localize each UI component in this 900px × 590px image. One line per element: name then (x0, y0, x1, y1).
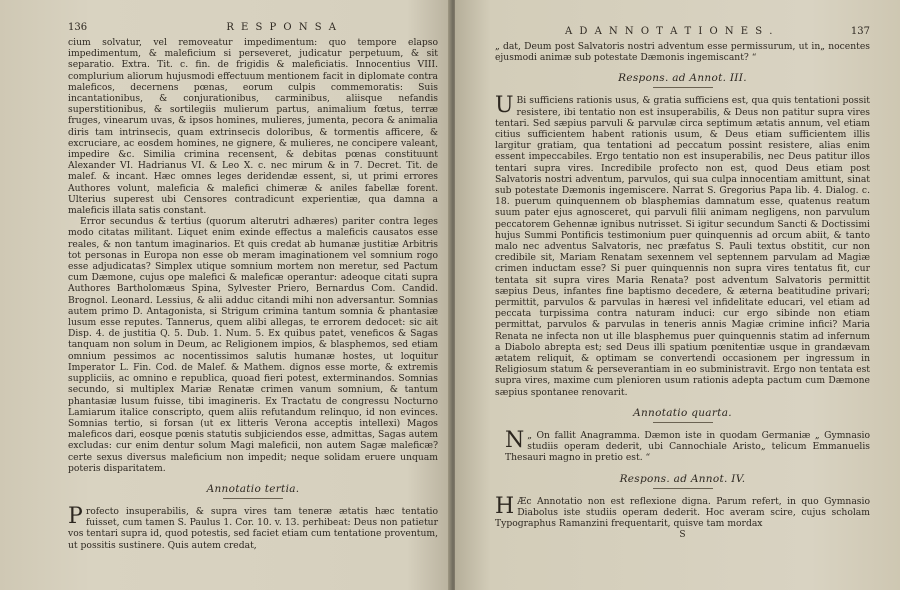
left-paragraph-2: Error secundus & tertius (quorum alterutri adhæres) pariter contra leges modo citatas militant. Liquet enim exinde effectus a maleficis causatos esse reales, & non tantum imaginarios. Et quis credat ab humanæ justitiæ Arbitris tot personas in Europa non esse ob meram imaginationem vel somnium rogo esse adjudicatas? Simplex utique somnium mortem non meretur, sed Pactum cum Dæmone, cujus ope malefici & maleficæ operantur: adeoque citati supra Authores Bartholomæus Spina, Sylvester Priero, Bernardus Com. Candid. Brognol. Leonard. Lessius, & alii adduc citandi mihi non adversantur. Somnias autem primo D. Antagonista, si Strigum crimina tantum somnia & phantasiæ lusum esse reputes. Tannerus, quem alibi allegas, te errorem dedocet: sic ait Disp. 4. de justitia Q. 5. Dub. 1. Num. 5. Ex quibus patet, veneficos & Sagas tanquam non solum in Deum, ac Religionem impios, & blasphemos, sed etiam omnium pessimos ac nocentissimos salutis humanæ hostes, ut loquitur Imperator L. Fin. Cod. de Malef. & Mathem. dignos esse morte, & extremis suppliciis, ac omnino e republica, quoad fieri potest, exterminandos. Somnias secundo, si multiplex Mariæ Renatæ crimen vanum somnium, & tantum phantasiæ lusum fuisse, tibi imagineris. Ex Tractatu de congressu Nocturno Lamiarum italice conscripto, quem aliis refutandum relinquo, id non evinces. Somnias tertio, si forsan (ut ex litteris Verona acceptis intellexi) Magos maleficos dari, eosque pœnis statutis subjiciendos esse, admittas, Sagas autem excludas: cur enim dentur solum Magi maleficii, non autem Sagæ maleficæ? certe sexus diversus maleficium non impedit; neque solidam eruere unquam poteris disparitatem. (68, 216, 438, 474)
left-section-rule (223, 498, 283, 499)
left-section-title: Annotatio tertia. (206, 482, 300, 495)
right-section-rule-2 (653, 422, 713, 423)
right-section-heading-2 (495, 407, 870, 423)
left-page-number: 136 (68, 22, 88, 33)
left-running-head (68, 22, 438, 33)
right-section-title-2: Annotatio quarta. (633, 406, 732, 419)
right-running-title: A D A N N O T A T I O N E S . (565, 26, 775, 37)
right-running-head (495, 26, 870, 37)
right-section-title-3: Respons. ad Annot. IV. (619, 472, 746, 485)
right-paragraph-2-text: „ On fallit Anagramma. Dæmon iste in quodam Germaniæ „ Gymnasio studiis operam dederit, ubi Cannochiale Aristo„ telicum Emmanuelis Thesauri magno in pretio est. “ (505, 429, 870, 464)
left-paragraph-1: cium solvatur, vel removeatur impedimentum: quo tempore elapso impedimentum, & maleficium si perseveret, judicatur perpetuum, & sit separatio. Extra. Tit. c. fin. de frigidis & maleficiatis. Innocentius VIII. complurium aliorum hujusmodi effectuum mentionem facit in diplomate contra maleficos, decernens pœnas, eorum culpis commemoratis: Suis incantationibus, & conjurationibus, carminibus, aliisque nefandis superstitionibus, & sortilegiis mulierum partus, animalium fœtus, terræ fruges, vinearum uvas, & ipsos homines, mulieres, jumenta, pecora & animalia diris tam intrinsecis, quam extrinsecis doloribus, & tormentis afficere, & excruciare, ac eosdem homines, ne gignere, & mulieres, ne concipere valeant, impedire &c. Similia crimina recensent, & debitas pœnas constituunt Alexander VI. Hadrianus VI. & Leo X. c. nec mirum & in 7. Decret. Tit. de malef. & incant. Hæc omnes leges deridendæ essent, si, ut primi errores Authores volunt, maleficia & malefici chimeræ & aniles fabellæ forent. Ulterius superest ubi Censores contradicunt experientiæ, qua damna a maleficis illata satis constant. (68, 37, 438, 217)
right-page-number: 137 (850, 26, 870, 37)
right-dropcap-3: H (495, 493, 515, 519)
right-paragraph-3 (495, 493, 870, 530)
right-section-rule-3 (653, 488, 713, 489)
right-section-heading-1 (495, 72, 870, 88)
right-opening-quote: „ dat, Deum post Salvatoris nostri adventum esse permissurum, ut in„ nocentes ejusmodi animæ sub potestate Dæmonis ingemiscant? “ (495, 41, 870, 64)
right-page (455, 0, 900, 590)
left-section-heading (68, 483, 438, 499)
left-running-title: R E S P O N S A (226, 22, 338, 33)
right-dropcap-1: U (495, 93, 514, 119)
right-section-heading-3 (495, 473, 870, 489)
right-paragraph-1 (495, 95, 870, 397)
right-dropcap-2: N (505, 427, 525, 453)
left-paragraph-3 (68, 503, 438, 551)
left-dropcap: P (68, 503, 83, 529)
right-paragraph-2 (495, 427, 870, 464)
signature-mark: S (679, 530, 686, 541)
left-paragraph-3-text: rofecto insuperabilis, & supra vires tam teneræ ætatis hæc tentatio fuisset, cum tamen S. Paulus 1. Cor. 10. v. 13. perhibeat: Deus non patietur vos tentari supra id, quod potestis, sed faciet etiam cum tentatione proventum, ut possitis sustinere. Quis autem credat, (68, 505, 438, 551)
right-section-rule-1 (653, 87, 713, 88)
right-paragraph-3-text: Æc Annotatio non est reflexione digna. Parum refert, in quo Gymnasio Diabolus iste studiis operam dederit. Hoc averam scire, cujus scholam Typographus Ramanzini frequentarit, quisve tam mordax (495, 495, 870, 529)
right-section-title-1: Respons. ad Annot. III. (618, 72, 747, 85)
right-paragraph-1-text: Bi sufficiens rationis usus, & gratia sufficiens est, qua quis tentationi possit resistere, ibi tentatio non est insuperabilis, & Deus non patitur supra vires tentari. Sed sæpius parvuli & parvulæ circa septimum ætatis annum, vel etiam citius sufficientem habent rationis usum, & Deus etiam sufficientem illis largitur gratiam, qua tentationi ad peccatum possint resistere, alias enim essent impeccabiles. Ergo tentatio non est insuperabilis, nec Deus patitur illos tentari supra vires. Incredibile profecto non est, quod Deus etiam post Salvatoris nostri adventum, parvulos, qui sua culpa innocentiam amittunt, sinat sub potestate Dæmonis ingemiscere. Narrat S. Gregorius Papa lib. 4. Dialog. c. 18. puerum quinquennem ob blasphemias damnatum esse, quatenus reatum suum pater ejus agnosceret, qui parvuli filii animam negligens, non parvulum peccatorem Gehennæ ignibus nutrisset. Si igitur secundum Sancti & Doctissimi hujus Summi Pontificis testimonium puer quinquennis ad orcum abiit, & tanto malo nec adventus Salvatoris, nec præfatus S. Pauli textus obstitit, cur non credibile sit, Mariam Renatam sexennem vel septennem parvulam ad Magiæ crimen inductam esse? Si puer quinquennis non supra vires tentatus fit, cur tentata sit supra vires Maria Renata? post adventum Salvatoris permittit sæpius Deus, infantes fine baptismo decedere, & æterna beatitudine privari; permittit, parvulos & parvulas in hæresi vel infidelitate educari, vel etiam ad peccata turpissima contra naturam induci: cur ergo sibinde non etiam permittat, parvulos & parvulas in teneris annis Magiæ crimine infici? Maria Renata ne infecta non ut ille blasphemus puer quinquennis statim ad infernum a Diabolo abrepta est; sed Deus illi spatium pœnitentiæ usque in grandævam ætatem reliquit, & optimam se convertendi occasionem per ingressum in Religiosum statum & perseverantiam in eo subministravit. Ergo non tentata est supra vires, maxime cum plenioren usum rationis adepta pactum cum Dæmone sæpius spontanee renovarit. (495, 95, 870, 398)
